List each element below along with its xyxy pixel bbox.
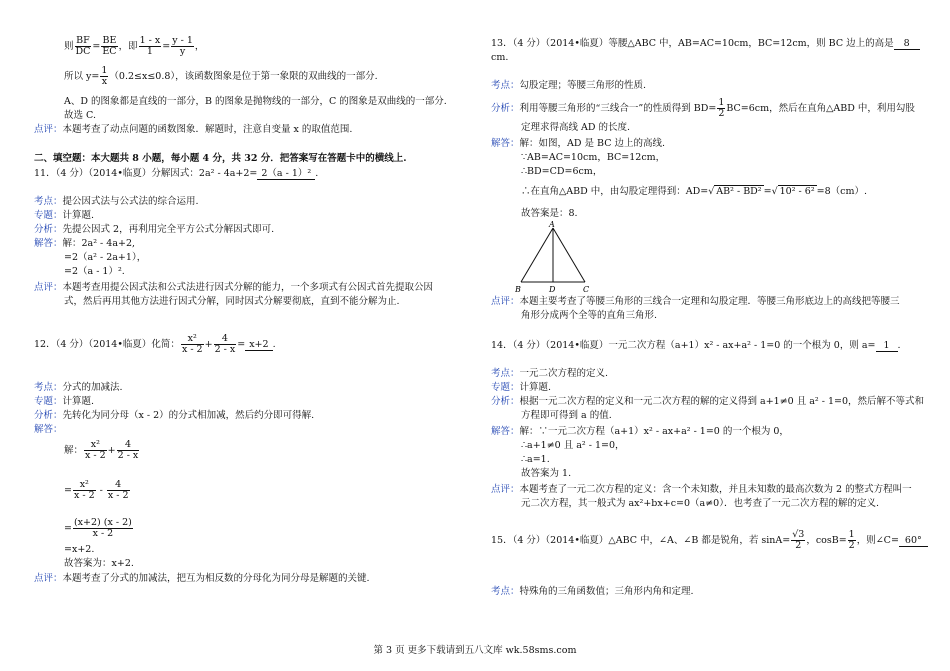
text: 根据一元二次方程的定义和一元二次方程的解的定义得到 a+1≠0 且 a² - 1=0，然后解不等式和 <box>519 396 925 407</box>
text-line: ∴a=1. <box>521 454 550 465</box>
text-line: 故答案为：x+2. <box>64 558 134 569</box>
zhuanti-line <box>34 396 94 408</box>
formula-line <box>521 186 867 198</box>
label-jieda: 解答： <box>491 426 520 437</box>
fenxi-line <box>34 224 274 236</box>
kaodian-line <box>34 382 123 394</box>
sqrt-sign: √ <box>771 186 778 197</box>
label-dianping: 点评： <box>491 484 520 495</box>
text: = <box>237 339 246 350</box>
text: ∴在直角△ABD 中，由勾股定理得到：AD= <box>521 186 709 197</box>
text-line: =2（a² - 2a+1）， <box>64 252 147 263</box>
text-line: 式，然后再用其他方法进行因式分解，同时因式分解要彻底，直到不能分解为止. <box>64 296 400 307</box>
side-ab <box>521 228 553 282</box>
text: 利用等腰三角形的“三线合一”的性质得到 BD= <box>519 103 717 114</box>
sqrt-radicand: 10² - 6² <box>779 186 815 197</box>
text: 计算题. <box>62 210 95 221</box>
text: =8（cm）. <box>816 186 867 197</box>
text: 一元二次方程的定义. <box>519 368 609 379</box>
label-kaodian: 考点： <box>491 80 520 91</box>
label-jieda: 解答： <box>34 424 63 435</box>
text: = <box>64 485 72 496</box>
text: = <box>162 41 171 52</box>
fraction: $\frac{\text{x²}}{x - 2}$ <box>85 439 106 461</box>
text-line: cm. <box>491 52 509 63</box>
text: = <box>64 523 72 534</box>
answer-blank: x+2 <box>245 339 272 351</box>
side-ac <box>553 228 585 282</box>
label-dianping: 点评： <box>34 282 63 293</box>
fraction: $\frac{4}{x - 2}$ <box>107 479 129 501</box>
dianping-line <box>34 282 433 294</box>
label-fenxi: 分析： <box>34 224 63 235</box>
vertex-label-d: D <box>549 285 556 294</box>
text: 14．（4 分）（2014•临夏）一元二次方程（a+1）x² - ax+a² - 1=0 的一个根为 0，则 a= <box>491 340 876 351</box>
label-fenxi: 分析： <box>34 410 63 421</box>
text: ， <box>194 41 205 52</box>
fraction: $\frac{1}{2}$ <box>848 529 855 551</box>
formula-line-1 <box>64 36 204 57</box>
text: 解：如图，AD 是 BC 边上的高线. <box>519 138 665 149</box>
text: 本题考查了动点问题的函数图象．解题时，注意自变量 x 的取值范围. <box>62 124 353 135</box>
text: 本题考查了分式的加减法，把互为相反数的分母化为同分母是解题的关键. <box>62 573 370 584</box>
text: 解：∵一元二次方程（a+1）x² - ax+a² - 1=0 的一个根为 0， <box>519 426 789 437</box>
fraction: $\frac{y - 1}{y}$ <box>172 35 193 57</box>
vertex-label-b: B <box>515 285 521 294</box>
text: 13．（4 分）（2014•临夏）等腰△ABC 中，AB=AC=10cm，BC=12cm，则 BC 边上的高是 <box>491 38 894 49</box>
text-line: 元二次方程，其一般式为 ax²+bx+c=0（a≠0）．也考查了一元二次方程的解的定义. <box>521 498 879 509</box>
answer-blank: 8 <box>894 38 920 50</box>
formula-line-2 <box>64 66 378 87</box>
text: 解： <box>64 445 84 456</box>
text-line: 故选 C. <box>64 110 96 121</box>
text: . <box>897 340 901 351</box>
text: 所以 y= <box>64 71 100 82</box>
section-heading: 二、填空题：本大题共 8 小题，每小题 4 分，共 32 分．把答案写在答题卡中的横线上. <box>34 153 407 164</box>
sqrt-sign: √ <box>708 186 715 197</box>
label-jieda: 解答： <box>491 138 520 149</box>
text: 先转化为同分母（x - 2）的分式相加减，然后约分即可得解. <box>62 410 315 421</box>
label-zhuanti: 专题： <box>491 382 520 393</box>
fraction: $\frac{\text{x²}}{x - 2}$ <box>73 479 95 501</box>
fraction: $\frac{4}{2 - x}$ <box>214 333 236 355</box>
fraction: $\frac{BE}{EC}$ <box>102 35 117 57</box>
text: - <box>96 485 106 496</box>
label-fenxi: 分析： <box>491 396 520 407</box>
fenxi-line <box>491 396 924 408</box>
label-dianping: 点评： <box>491 296 520 307</box>
question-15 <box>491 530 928 551</box>
text: . <box>315 168 319 179</box>
fraction: $\frac{√3}{2}$ <box>792 529 805 551</box>
fraction: $\frac{\text{x²}}{x - 2}$ <box>181 333 203 355</box>
text: ，cosB= <box>806 535 847 546</box>
text: （0.2≤x≤0.8），该函数图象是位于第一象限的双曲线的一部分. <box>109 71 378 82</box>
label-kaodian: 考点： <box>491 586 520 597</box>
jieda-line <box>491 426 789 438</box>
text: 本题主要考查了等腰三角形的三线合一定理和勾股定理．等腰三角形底边上的高线把等腰三 <box>519 296 900 307</box>
jieda-line <box>491 138 665 150</box>
text: 计算题. <box>519 382 552 393</box>
formula-step-1 <box>64 440 140 461</box>
text: 本题考查用提公因式法和公式法进行因式分解的能力，一个多项式有公因式首先提取公因 <box>62 282 434 293</box>
answer-blank: 2（a - 1）² <box>257 168 315 180</box>
kaodian-line <box>491 80 646 92</box>
text: . <box>272 339 276 350</box>
formula-step-2 <box>64 480 131 501</box>
fraction: $\frac{(x+2) (x - 2)}{x - 2}$ <box>73 517 132 539</box>
dianping-line <box>491 484 912 496</box>
text: BC=6cm，然后在直角△ABD 中，利用勾股 <box>726 103 915 114</box>
answer-blank: 60° <box>899 535 928 547</box>
kaodian-line <box>491 586 694 598</box>
label-zhuanti: 专题： <box>34 210 63 221</box>
formula-step-3 <box>64 518 134 539</box>
text-line: 故答案为 1. <box>521 468 572 479</box>
fraction: $\frac{4}{2 - x}$ <box>117 439 139 461</box>
text-line: 角形分成两个全等的直角三角形. <box>521 310 658 321</box>
sqrt-radicand: AB² - BD² <box>716 186 762 197</box>
label-zhuanti: 专题： <box>34 396 63 407</box>
comment-line <box>34 124 352 136</box>
text: = <box>92 41 101 52</box>
text: ，则∠C= <box>856 535 899 546</box>
kaodian-line <box>34 196 199 208</box>
text-line: ∴a+1≠0 且 a² - 1=0， <box>521 440 625 451</box>
text: 11．（4 分）（2014•临夏）分解因式：2a² - 4a+2= <box>34 168 258 179</box>
text: + <box>204 339 213 350</box>
label-kaodian: 考点： <box>34 382 63 393</box>
page-footer: 第 3 页 更多下载请到五八文库 wk.58sms.com <box>373 645 577 656</box>
text: 计算题. <box>62 396 95 407</box>
text: 提公因式法与公式法的综合运用. <box>62 196 199 207</box>
text-line: 故答案是：8. <box>521 208 578 219</box>
text: 勾股定理；等腰三角形的性质. <box>519 80 647 91</box>
text-line: 定理求得高线 AD 的长度. <box>521 122 631 133</box>
dianping-line <box>491 296 900 308</box>
text-line: 方程即可得到 a 的值. <box>521 410 612 421</box>
question-14 <box>491 340 901 352</box>
answer-blank: 1 <box>876 340 898 352</box>
question-11 <box>34 168 318 180</box>
triangle-diagram <box>515 220 591 296</box>
jieda-line <box>34 238 135 250</box>
zhuanti-line <box>34 210 94 222</box>
text: = <box>763 186 772 197</box>
text: 12．（4 分）（2014•临夏）化简： <box>34 339 180 350</box>
text: + <box>107 445 116 456</box>
fenxi-line <box>34 410 314 422</box>
label-dianping: 点评： <box>34 573 63 584</box>
vertex-label-a: A <box>549 220 555 229</box>
text: 先提公因式 2，再利用完全平方公式分解因式即可. <box>62 224 275 235</box>
fraction: $\frac{1}{2}$ <box>718 97 725 119</box>
text-line: =2（a - 1）². <box>64 266 125 277</box>
zhuanti-line <box>491 382 551 394</box>
question-13 <box>491 38 920 50</box>
text: 特殊角的三角函数值；三角形内角和定理. <box>519 586 694 597</box>
vertex-label-c: C <box>583 285 590 294</box>
label-jieda: 解答： <box>34 238 63 249</box>
kaodian-line <box>491 368 608 380</box>
label-fenxi: 分析： <box>491 103 520 114</box>
fraction: $\frac{1 - x}{1}$ <box>139 35 161 57</box>
fraction: $\frac{BF}{DC}$ <box>75 35 91 57</box>
question-12 <box>34 334 276 355</box>
label-kaodian: 考点： <box>491 368 520 379</box>
fenxi-line <box>491 98 915 119</box>
label-kaodian: 考点： <box>34 196 63 207</box>
jieda-line <box>34 424 63 436</box>
text: 分式的加减法. <box>62 382 123 393</box>
text-line: A、D 的图象都是直线的一部分，B 的图象是抛物线的一部分，C 的图象是双曲线的一部分. <box>64 96 447 107</box>
text-line: ∴BD=CD=6cm， <box>521 166 603 177</box>
text: ，即 <box>118 41 138 52</box>
dianping-line <box>34 573 370 585</box>
text: 则 <box>64 41 74 52</box>
text: 15．（4 分）（2014•临夏）△ABC 中，∠A、∠B 都是锐角，若 sinA= <box>491 535 791 546</box>
text-line: =x+2. <box>64 544 95 555</box>
fraction: $\frac{1}{x}$ <box>101 65 108 87</box>
text: 本题考查了一元二次方程的定义：含一个未知数，并且未知数的最高次数为 2 的整式方程叫一 <box>519 484 912 495</box>
text-line: ∵AB=AC=10cm，BC=12cm， <box>521 152 666 163</box>
label-dianping: 点评： <box>34 124 63 135</box>
text: 解：2a² - 4a+2, <box>62 238 136 249</box>
